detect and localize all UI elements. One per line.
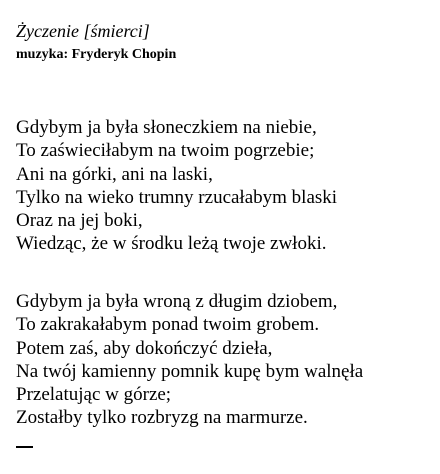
poem-title: Życzenie [śmierci] <box>16 21 150 41</box>
poem-line: Wiedząc, że w środku leżą twoje zwłoki. <box>16 233 327 255</box>
stanza-1 <box>16 116 337 256</box>
poem-line: Gdybym ja była słoneczkiem na niebie, <box>16 117 317 138</box>
poem-line: Na twój kamienny pomnik kupę bym walnęła <box>16 360 364 382</box>
poem-line: Zostałby tylko rozbryzg na marmurze. <box>16 407 308 429</box>
poem-line: Tylko na wieko trumny rzucałabym blaski <box>16 186 338 208</box>
poem-line: Potem zaś, aby dokończyć dzieła, <box>16 337 273 359</box>
poem-line: To zakrakałabym ponad twoim grobem. <box>16 314 320 336</box>
text-cursor-underline <box>16 446 33 448</box>
poem-subtitle: muzyka: Fryderyk Chopin <box>16 47 177 62</box>
poem-line: Gdybym ja była wroną z długim dziobem, <box>16 291 338 312</box>
poem-line: To zaświeciłabym na twoim pogrzebie; <box>16 140 315 162</box>
stanza-2 <box>16 290 363 430</box>
poem-line: Oraz na jej boki, <box>16 210 143 232</box>
poem-line: Ani na górki, ani na laski, <box>16 163 213 185</box>
poem-line: Przelatując w górze; <box>16 384 172 406</box>
